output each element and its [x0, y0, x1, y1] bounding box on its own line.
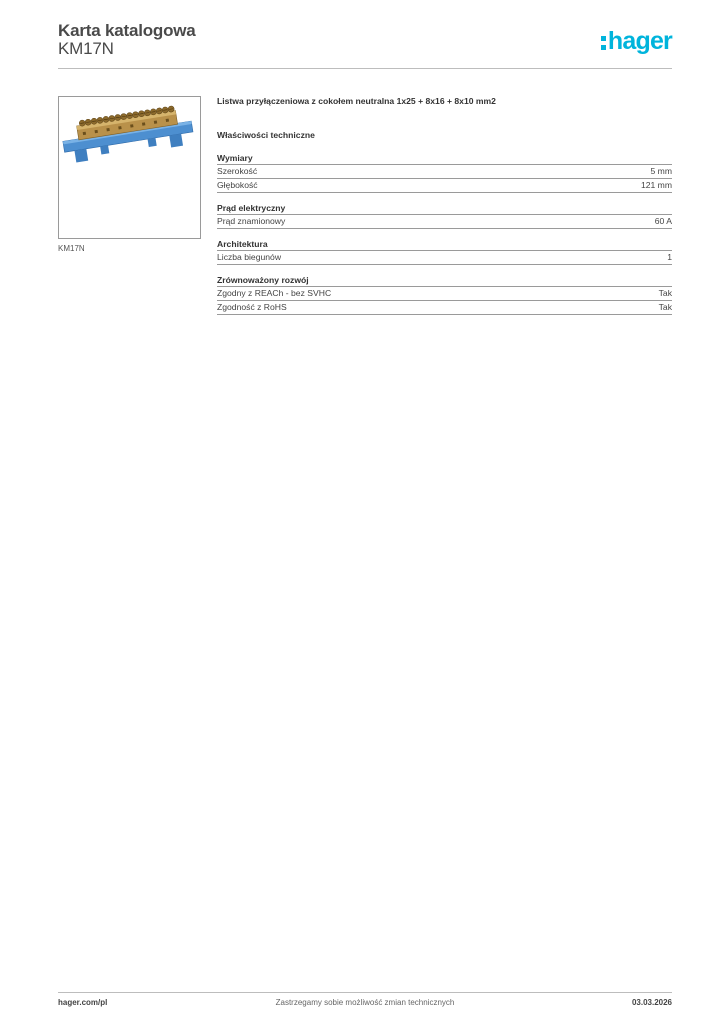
product-code: KM17N — [58, 39, 114, 58]
footer-divider — [58, 992, 672, 993]
spec-group-title: Wymiary — [217, 153, 672, 165]
spec-group-dimensions — [217, 153, 672, 193]
footer-website-link[interactable]: hager.com/pl — [58, 998, 108, 1007]
spec-label: Prąd znamionowy — [217, 216, 286, 226]
spec-row — [217, 165, 672, 179]
spec-group-architecture — [217, 239, 672, 265]
page-header — [58, 20, 672, 70]
terminal-block-image — [59, 97, 200, 238]
spec-value: 5 mm — [650, 166, 672, 176]
spec-label: Zgodny z REACh - bez SVHC — [217, 288, 332, 298]
technical-properties-heading: Właściwości techniczne — [217, 130, 315, 140]
spec-row — [217, 179, 672, 193]
product-image — [58, 96, 201, 239]
spec-label: Zgodność z RoHS — [217, 302, 287, 312]
hager-logo — [601, 26, 672, 56]
footer-disclaimer: Zastrzegamy sobie możliwość zmian technicznych — [275, 998, 455, 1007]
spec-row — [217, 287, 672, 301]
spec-value: Tak — [658, 288, 672, 298]
spec-label: Szerokość — [217, 166, 258, 176]
logo-text: hager — [607, 27, 672, 55]
spec-value: Tak — [658, 302, 672, 312]
spec-label: Głębokość — [217, 180, 258, 190]
product-description: Listwa przyłączeniowa z cokołem neutralna 1x25 + 8x16 + 8x10 mm2 — [217, 96, 496, 106]
spec-group-electrical — [217, 203, 672, 229]
spec-group-title: Prąd elektryczny — [217, 203, 672, 215]
spec-value: 60 A — [654, 216, 672, 226]
footer-date: 03.03.2026 — [631, 998, 672, 1007]
header-divider — [58, 68, 672, 69]
product-details — [217, 96, 672, 315]
spec-group-title: Zrównoważony rozwój — [217, 275, 672, 287]
spec-value: 121 mm — [640, 180, 672, 190]
spec-row — [217, 301, 672, 315]
spec-label: Liczba biegunów — [217, 252, 282, 262]
spec-group-sustainability — [217, 275, 672, 315]
spec-row — [217, 251, 672, 265]
spec-row — [217, 215, 672, 229]
image-caption: KM17N — [58, 244, 85, 253]
page-footer — [58, 998, 672, 1010]
spec-group-title: Architektura — [217, 239, 672, 251]
document-title: Karta katalogowa — [58, 21, 196, 40]
spec-value: 1 — [667, 252, 672, 262]
logo-dots-icon — [601, 36, 606, 50]
